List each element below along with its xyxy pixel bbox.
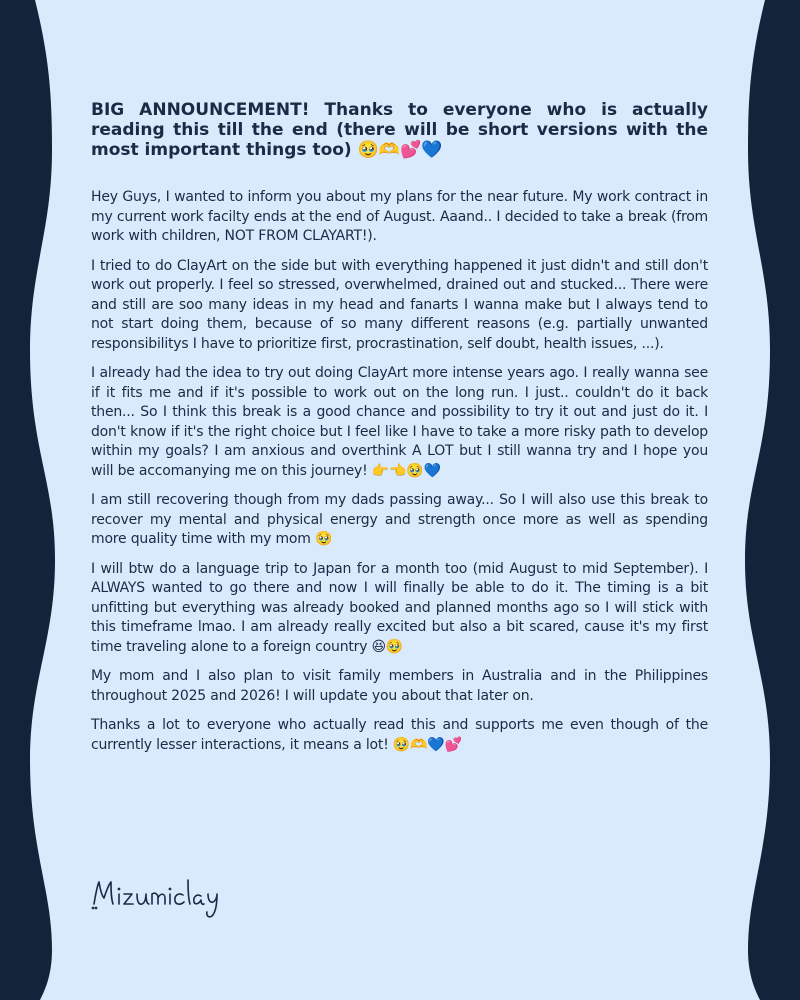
announcement-content bbox=[91, 100, 708, 765]
handwritten-signature bbox=[90, 872, 230, 922]
paragraph-japan-trip: I will btw do a language trip to Japan for a month too (mid August to mid September). I ALWAYS wanted to go there and now I will finally be able to do it. The timing is a bit unfitting but everything was already booked and planned months ago so I will stick with this timeframe lmao. I am already really excited but also a bit scared, cause it's my first time traveling alone to a foreign country 😆🥹 bbox=[91, 560, 708, 655]
paragraph-family-visit: My mom and I also plan to visit family members in Australia and in the Philippines throughout 2025 and 2026! I will update you about that later on. bbox=[91, 668, 708, 704]
paragraph-stress: I tried to do ClayArt on the side but with everything happened it just didn't and still don't work out properly. I feel so stressed, overwhelmed, drained out and stucked... There were and still are soo many ideas in my head and fanarts I wanna make but I always tend to not start doing them, because of so many different reasons (e.g. partially unwanted responsibilitys I have to prioritize first, procrastination, self doubt, health issues, ...). bbox=[91, 257, 708, 352]
paragraph-recovery: I am still recovering though from my dads passing away... So I will also use this break to recover my mental and physical energy and strength once more as well as spending more quality time with my mom 🥹 bbox=[91, 492, 708, 547]
paragraph-thanks: Thanks a lot to everyone who actually read this and supports me even though of the currently lesser interactions, it means a lot! 🥹🫶💙💕 bbox=[91, 717, 708, 753]
paragraph-plans: Hey Guys, I wanted to inform you about my plans for the near future. My work contract in my current work facilty ends at the end of August. Aaand.. I decided to take a break (from work with children, NOT FROM CLAYART!). bbox=[91, 189, 708, 244]
paragraph-clayart-idea: I already had the idea to try out doing ClayArt more intense years ago. I really wanna see if it fits me and if it's possible to work out on the long run. I just.. couldn't do it back then... So I think this break is a good chance and possibility to try it out and just do it. I don't know if it's the right choice but I feel like I have to take a more risky path to develop within my goals? I am anxious and overthink A LOT but I still wanna try and I hope you will be accomanying me on this journey! 👉👈🥹💙 bbox=[91, 365, 708, 479]
announcement-headline: BIG ANNOUNCEMENT! Thanks to everyone who is actually reading this till the end (there will be short versions with the most important things too) 🥹🫶💕💙 bbox=[91, 100, 708, 160]
